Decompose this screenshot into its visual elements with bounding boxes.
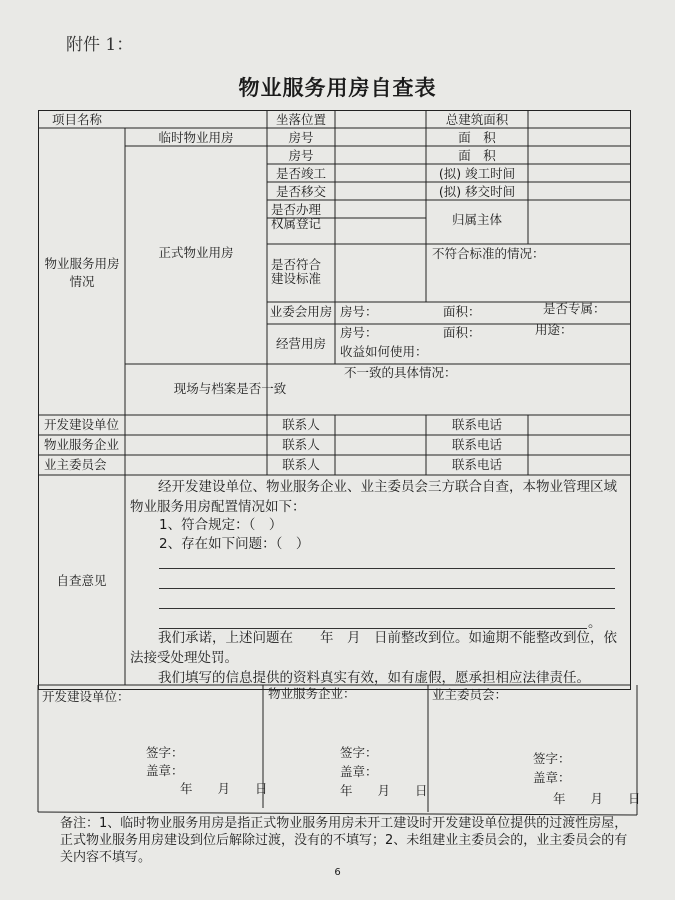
developer-phone-label: 联系电话 — [451, 417, 502, 432]
self-check-form — [38, 110, 631, 690]
page-number: 6 — [334, 867, 341, 878]
company-signature-label: 签字： — [340, 745, 378, 760]
item-compliant: 1、符合规定：（ ） — [159, 517, 283, 533]
temp-room-no-label: 房号 — [288, 130, 314, 145]
property-company-label: 物业服务企业 — [44, 437, 120, 452]
owners-committee-label: 业主委员会 — [44, 457, 107, 472]
business-room-no: 房号： — [340, 325, 378, 340]
committee-area: 面积： — [443, 304, 481, 319]
location-label: 坐落位置 — [275, 112, 326, 127]
committee-phone-label: 联系电话 — [451, 457, 502, 472]
problem-line-3[interactable] — [159, 590, 615, 609]
committee-date-label: 年 月 日 — [553, 791, 641, 806]
company-contact-label: 联系人 — [282, 437, 320, 452]
dev-signature-label: 签字： — [146, 745, 184, 760]
handover-time-label: (拟) 移交时间 — [438, 184, 516, 199]
committee-room-label: 业委会用房 — [269, 304, 333, 319]
problem-line-4[interactable] — [159, 610, 587, 629]
business-area: 面积： — [443, 325, 481, 340]
formal-room-no-label: 房号 — [288, 148, 314, 163]
dev-seal-label: 盖章： — [146, 763, 184, 778]
problem-line-2[interactable] — [159, 570, 615, 589]
committee-contact-label: 联系人 — [282, 457, 320, 472]
ownership-subject-label: 归属主体 — [451, 212, 502, 227]
project-name-label: 项目名称 — [52, 112, 103, 127]
sign-company-label: 物业服务企业： — [268, 686, 356, 701]
business-usage: 用途： — [535, 322, 573, 337]
problem-line-1[interactable] — [159, 550, 615, 569]
committee-seal-label: 盖章： — [533, 770, 571, 785]
opinion-intro: 经开发建设单位、物业服务企业、业主委员会三方联合自查，本物业管理区域物业服务用房配置情况如下： — [130, 479, 617, 515]
business-room-label: 经营用房 — [275, 336, 326, 351]
company-seal-label: 盖章： — [340, 764, 378, 779]
committee-signature-label: 签字： — [533, 751, 571, 766]
attachment-label: 附件 1： — [66, 35, 134, 55]
formal-housing-label: 正式物业用房 — [158, 245, 234, 260]
item-problems: 2、存在如下问题：（ ） — [159, 536, 310, 552]
housing-situation-label: 物业服务用房情况 — [44, 256, 120, 289]
standard-label: 是否符合建设标准 — [271, 257, 322, 287]
dev-date-label: 年 月 日 — [180, 781, 268, 796]
formal-area-label: 面 积 — [458, 148, 496, 163]
company-date-label: 年 月 日 — [340, 783, 428, 798]
committee-dedicated: 是否专属： — [543, 301, 606, 316]
business-income: 收益如何使用： — [340, 344, 428, 359]
company-phone-label: 联系电话 — [451, 437, 502, 452]
temporary-housing-label: 临时物业用房 — [158, 130, 234, 145]
handover-label: 是否移交 — [275, 184, 326, 199]
registration-label: 是否办理权属登记 — [271, 202, 322, 232]
sign-developer-label: 开发建设单位： — [42, 689, 130, 704]
completion-time-label: (拟) 竣工时间 — [438, 166, 516, 181]
self-check-label: 自查意见 — [56, 573, 107, 588]
developer-contact-label: 联系人 — [282, 417, 320, 432]
consistency-label: 现场与档案是否一致 — [173, 381, 287, 396]
committee-room-no: 房号： — [340, 304, 378, 319]
promise-text: 我们承诺，上述问题在 年 月 日前整改到位。如逾期不能整改到位，依法接受处理处罚。 — [130, 630, 617, 666]
developer-label: 开发建设单位 — [44, 417, 120, 432]
nonconforming-label: 不符合标准的情况： — [432, 246, 545, 261]
page-title: 物业服务用房自查表 — [238, 76, 437, 100]
total-area-label: 总建筑面积 — [445, 112, 509, 127]
temp-area-label: 面 积 — [458, 130, 496, 145]
sign-committee-label: 业主委员会： — [432, 687, 508, 702]
inconsistency-label: 不一致的具体情况： — [344, 365, 457, 380]
completed-label: 是否竣工 — [275, 166, 326, 181]
truth-statement: 我们填写的信息提供的资料真实有效，如有虚假，愿承担相应法律责任。 — [158, 670, 590, 686]
footnote: 备注：1、临时物业服务用房是指正式物业服务用房未开工建设时开发建设单位提供的过渡性房屋，正式物业服务用房建设到位后解除过渡，没有的不填写；2、未组建业主委员会的，业主委员会的有关内容不填写。 — [60, 816, 628, 865]
problem-period: 。 — [588, 615, 602, 631]
